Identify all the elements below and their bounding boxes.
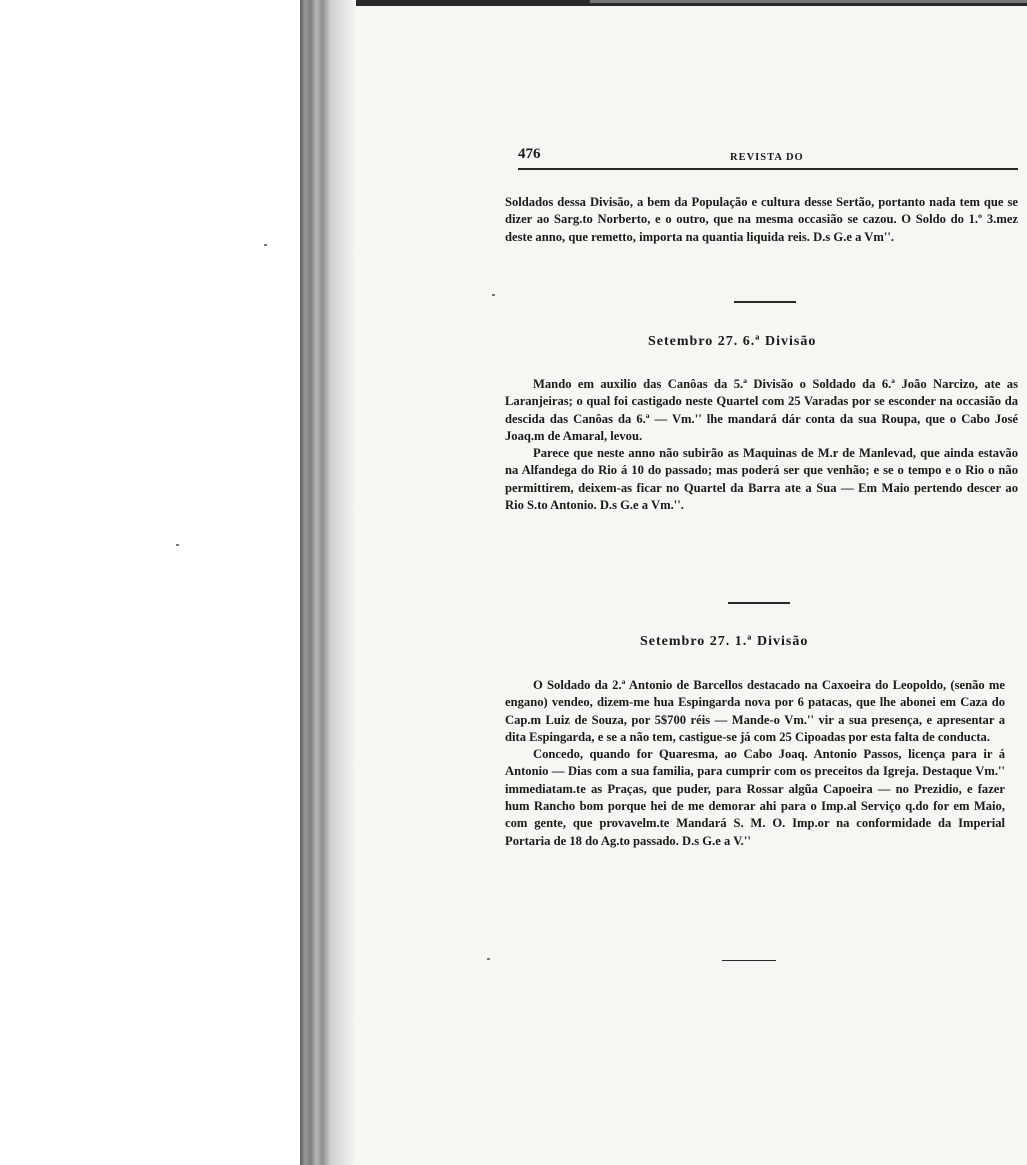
page-number: 476: [518, 146, 541, 162]
section-heading-6a-divisao: Setembro 27. 6.ª Divisão: [648, 334, 817, 349]
facing-page-blank: [0, 0, 300, 1165]
scan-speck: [492, 294, 495, 296]
section2-body: [505, 677, 1005, 850]
scan-speck: [487, 958, 490, 960]
section1-body: [505, 376, 1018, 514]
intro-paragraph-block: [505, 194, 1018, 246]
header-rule: [518, 168, 1018, 170]
spine-shadow: [330, 0, 356, 1165]
intro-paragraph: Soldados dessa Divisão, a bem da População e cultura desse Sertão, portanto nada tem que se dizer ao Sarg.to Norberto, e o outro, que na mesma occasião se cazou. O Soldo do 1.º 3.mez deste anno, que remetto, importa na quantia liquida reis. D.s G.e a Vm''.: [505, 195, 1018, 244]
scan-top-edge-right: [590, 0, 1027, 3]
section1-paragraph-2: Parece que neste anno não subirão as Maquinas de M.r de Manlevad, que ainda estavão na Alfandega do Rio á 10 do passado; mas poderá ser que venhão; e se o tempo e o Rio o não permittirem, deixem-as ficar no Quartel da Barra ate a Sua — Em Maio pertendo descer ao Rio S.to Antonio. D.s G.e a Vm.''.: [505, 446, 1018, 513]
section-separator: [734, 301, 796, 303]
book-spine: [300, 0, 330, 1165]
section1-paragraph-1: Mando em auxilio das Canôas da 5.ª Divisão o Soldado da 6.ª João Narcizo, ate as Laranjeiras; o qual foi castigado neste Quartel com 25 Varadas por se esconder na occasião da descida das Canôas da 6.ª — Vm.'' lhe mandará dár conta da sua Roupa, que o Cabo José Joaq.m de Amaral, levou.: [505, 377, 1018, 443]
section-separator: [728, 602, 790, 604]
section-heading-1a-divisao: Setembro 27. 1.ª Divisão: [640, 634, 809, 649]
section2-paragraph-1: O Soldado da 2.ª Antonio de Barcellos destacado na Caxoeira do Leopoldo, (senão me engano) vendeo, dizem-me hua Espingarda nova por 6 patacas, que lhe abonei em Caza do Cap.m Luiz de Souza, por 5$700 réis — Mande-o Vm.'' vir a sua presença, e apresentar a dita Espingarda, e se a não tem, castigue-se já com 25 Cipoadas por esta falta de conducta.: [505, 678, 1005, 744]
scan-speck: [176, 544, 179, 546]
page-header: [518, 146, 1020, 172]
section2-paragraph-2: Concedo, quando for Quaresma, ao Cabo Joaq. Antonio Passos, licença para ir á Antonio — Dias com a sua familia, para cumprir com os preceitos da Igreja. Destaque Vm.'' immediatam.te as Praças, que puder, para Rossar algũa Capoeira — no Prezidio, e fazer hum Rancho bom porque hei de me demorar ahi para o Imp.al Serviço q.do for em Maio, com gente, que provavelm.te Mandará S. M. O. Imp.or na conformidade da Imperial Portaria de 18 do Ag.to passado. D.s G.e a V.'': [505, 747, 1005, 848]
end-separator: [722, 960, 776, 961]
scan-speck: [264, 244, 267, 246]
running-title: REVISTA DO: [730, 152, 804, 163]
